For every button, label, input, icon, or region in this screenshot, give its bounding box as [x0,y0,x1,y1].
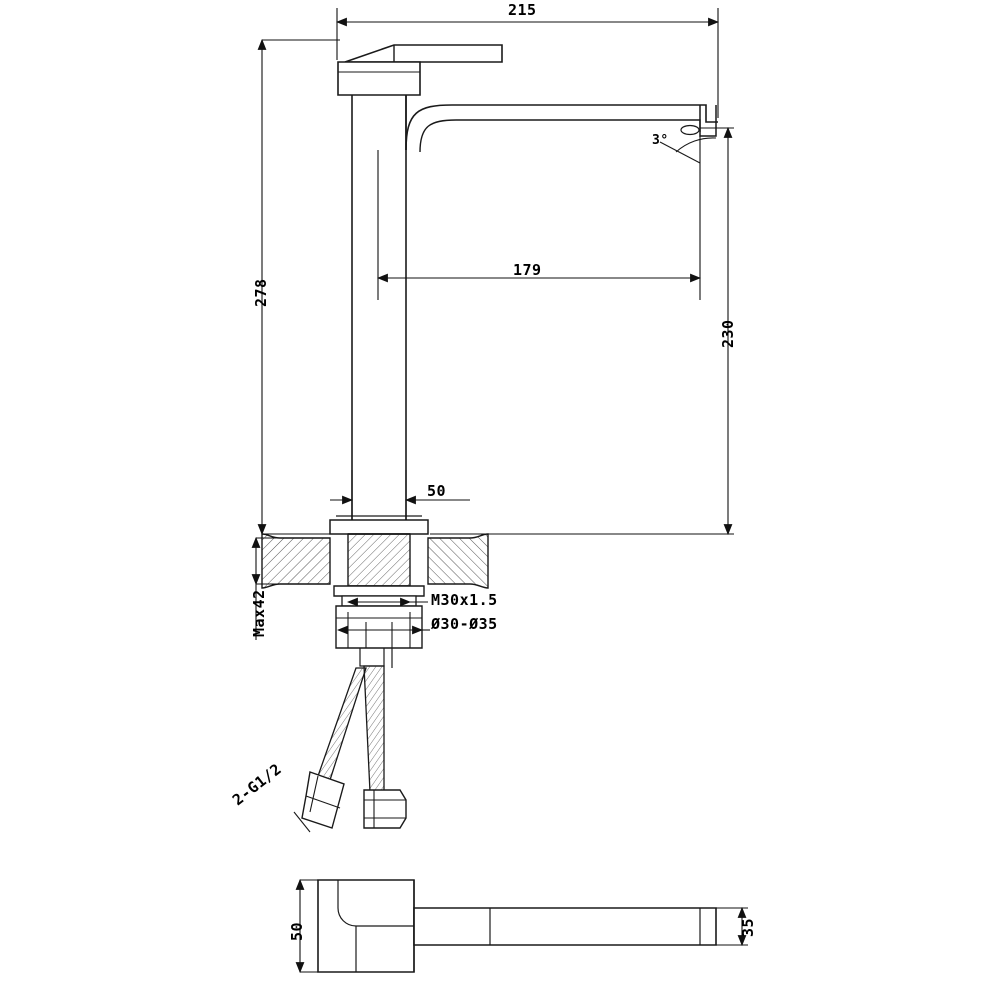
dim-spout-height: 230 [719,319,737,348]
dim-body-width: 50 [427,482,447,500]
dim-thread-m30: M30x1.5 [431,591,498,609]
dim-top-view-spout-width: 35 [739,917,757,937]
dim-inlet-thread: 2-G1/2 [229,759,286,810]
dim-spout-reach: 179 [513,261,542,279]
dim-overall-width: 215 [508,1,537,19]
faucet-top-view [318,880,716,972]
dim-top-view-depth: 50 [288,921,306,941]
dim-spout-angle: 3° [652,133,669,148]
faucet-front-view [262,45,718,832]
dim-max-deck-thickness: Max42 [250,589,268,637]
dim-overall-height: 278 [252,278,270,307]
dim-hole-diameter: Ø30-Ø35 [431,615,498,633]
